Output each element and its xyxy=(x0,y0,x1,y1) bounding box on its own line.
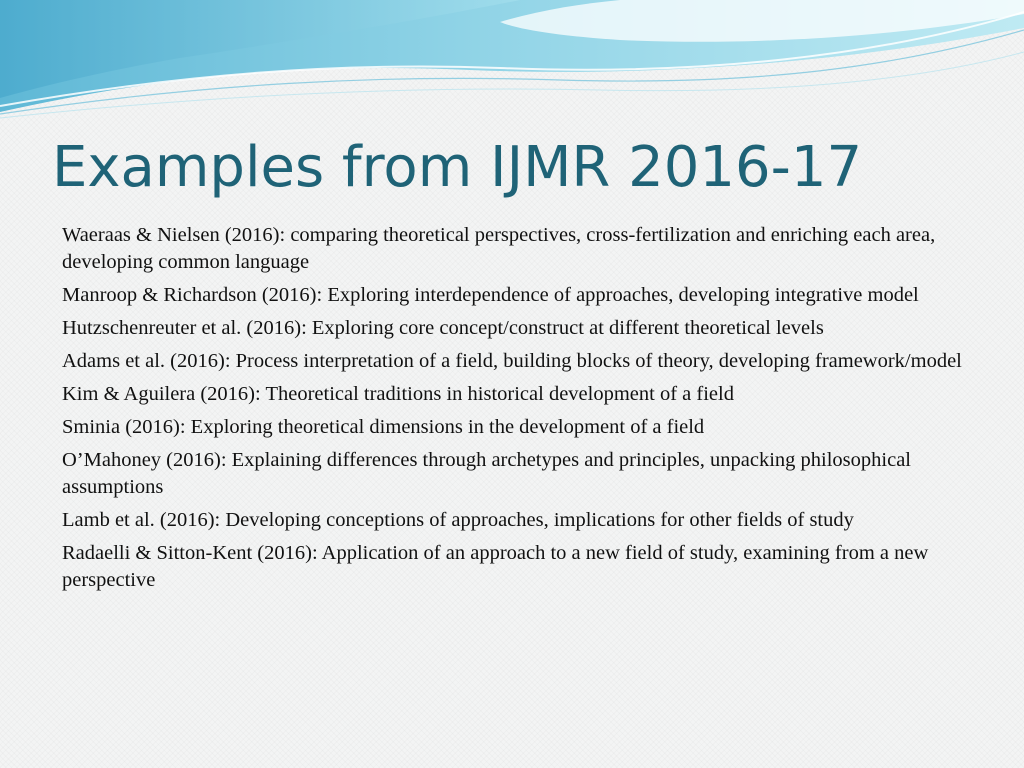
list-item: Waeraas & Nielsen (2016): comparing theoretical perspectives, cross-fertilization and enriching each area, developing common language xyxy=(62,224,936,273)
list-item: Lamb et al. (2016): Developing conceptions of approaches, implications for other fields of study xyxy=(62,509,854,531)
slide-title: Examples from IJMR 2016-17 xyxy=(52,135,863,200)
list-item: Sminia (2016): Exploring theoretical dimensions in the development of a field xyxy=(62,416,705,438)
list-item: Manroop & Richardson (2016): Exploring interdependence of approaches, developing integrative model xyxy=(62,284,919,306)
list-item: O’Mahoney (2016): Explaining differences through archetypes and principles, unpacking philosophical assumptions xyxy=(62,449,911,498)
examples-list xyxy=(62,222,972,600)
list-item: Hutzschenreuter et al. (2016): Exploring core concept/construct at different theoretical levels xyxy=(62,317,824,339)
header-wave-decoration xyxy=(0,0,1024,120)
list-item: Kim & Aguilera (2016): Theoretical traditions in historical development of a field xyxy=(62,383,734,405)
list-item: Radaelli & Sitton-Kent (2016): Application of an approach to a new field of study, examining from a new perspective xyxy=(62,542,929,591)
list-item: Adams et al. (2016): Process interpretation of a field, building blocks of theory, developing framework/model xyxy=(62,350,962,372)
